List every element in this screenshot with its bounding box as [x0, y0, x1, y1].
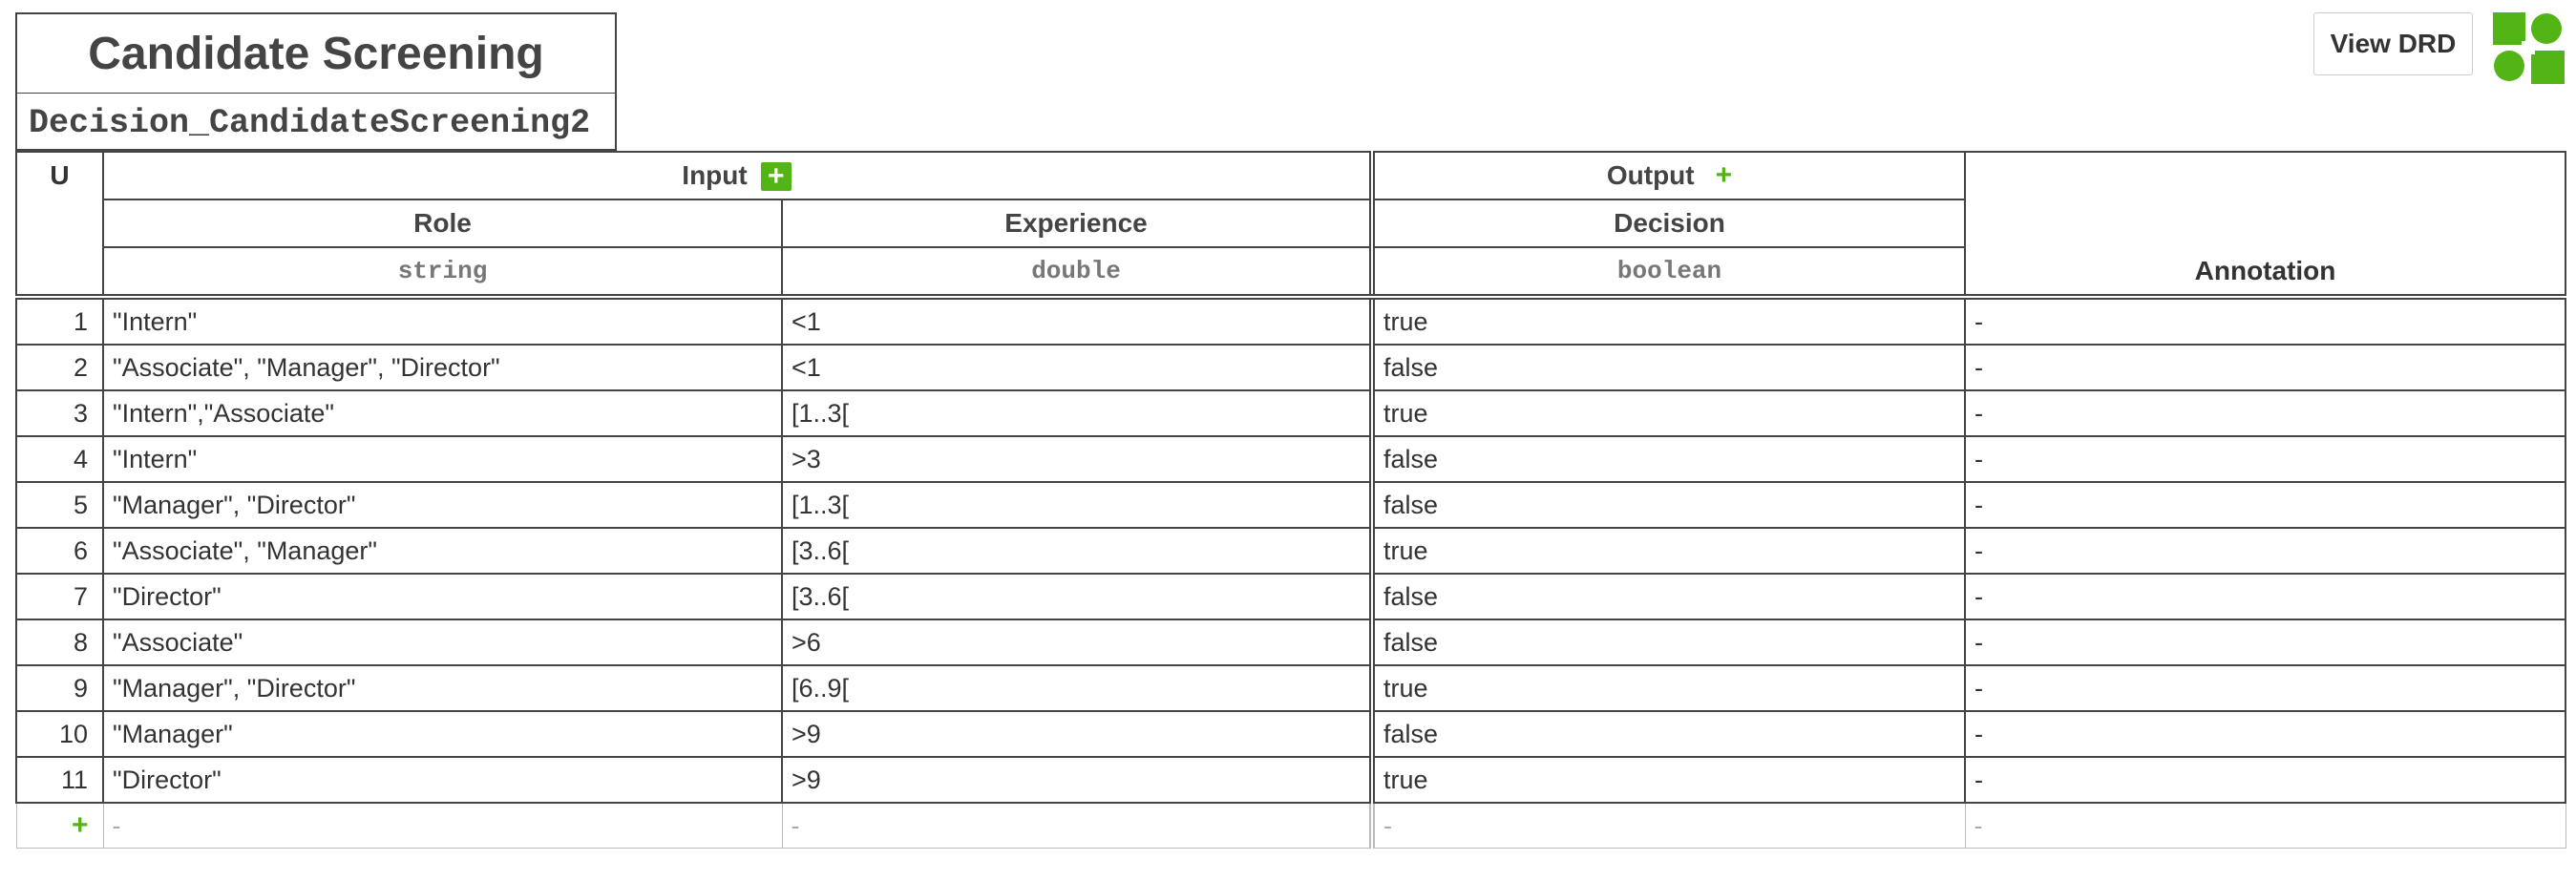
table-row	[16, 574, 2565, 619]
rule-experience-cell[interactable]: <1	[782, 297, 1372, 345]
rule-index[interactable]: 3	[16, 390, 103, 436]
table-row	[16, 711, 2565, 757]
table-row	[16, 436, 2565, 482]
rule-decision-cell[interactable]: false	[1372, 345, 1965, 390]
rule-decision-cell[interactable]: false	[1372, 619, 1965, 665]
rule-index[interactable]: 9	[16, 665, 103, 711]
decision-table	[15, 151, 2566, 849]
rule-role-cell[interactable]: "Associate", "Manager", "Director"	[103, 345, 782, 390]
rule-experience-cell[interactable]: <1	[782, 345, 1372, 390]
rule-decision-cell[interactable]: false	[1372, 482, 1965, 528]
rule-role-cell[interactable]: "Manager"	[103, 711, 782, 757]
rule-decision-cell[interactable]: true	[1372, 757, 1965, 803]
rule-role-cell[interactable]: "Director"	[103, 574, 782, 619]
rule-annotation-cell[interactable]: -	[1965, 574, 2565, 619]
rule-experience-cell[interactable]: [1..3[	[782, 482, 1372, 528]
rule-index[interactable]: 4	[16, 436, 103, 482]
decision-id[interactable]: Decision_CandidateScreening2	[29, 103, 591, 142]
input-label: Input	[682, 159, 748, 190]
rule-decision-cell[interactable]: true	[1372, 528, 1965, 574]
rule-annotation-cell[interactable]: -	[1965, 711, 2565, 757]
rule-role-cell[interactable]: "Associate"	[103, 619, 782, 665]
rule-experience-cell[interactable]: >6	[782, 619, 1372, 665]
input-type-role[interactable]: string	[103, 247, 782, 297]
add-rule-experience-placeholder[interactable]: -	[782, 803, 1372, 849]
rule-experience-cell[interactable]: >3	[782, 436, 1372, 482]
annotation-header: Annotation	[1965, 152, 2565, 297]
add-rule-row[interactable]	[16, 803, 2565, 849]
rule-annotation-cell[interactable]: -	[1965, 390, 2565, 436]
add-rule-role-placeholder[interactable]: -	[103, 803, 782, 849]
decision-header	[15, 12, 617, 151]
rule-decision-cell[interactable]: true	[1372, 665, 1965, 711]
rule-index[interactable]: 8	[16, 619, 103, 665]
output-label: Output	[1606, 160, 1695, 190]
table-row	[16, 528, 2565, 574]
output-column-decision[interactable]: Decision	[1372, 199, 1965, 247]
input-header	[103, 152, 1372, 199]
rule-annotation-cell[interactable]: -	[1965, 528, 2565, 574]
rule-annotation-cell[interactable]: -	[1965, 665, 2565, 711]
add-output-button[interactable]: +	[1715, 159, 1733, 191]
table-row	[16, 619, 2565, 665]
rule-annotation-cell[interactable]: -	[1965, 482, 2565, 528]
rule-decision-cell[interactable]: false	[1372, 574, 1965, 619]
rule-role-cell[interactable]: "Intern","Associate"	[103, 390, 782, 436]
rule-index[interactable]: 11	[16, 757, 103, 803]
rule-annotation-cell[interactable]: -	[1965, 436, 2565, 482]
table-row	[16, 345, 2565, 390]
rule-index[interactable]: 5	[16, 482, 103, 528]
rule-experience-cell[interactable]: [6..9[	[782, 665, 1372, 711]
rule-experience-cell[interactable]: >9	[782, 711, 1372, 757]
input-column-experience[interactable]: Experience	[782, 199, 1372, 247]
input-column-role[interactable]: Role	[103, 199, 782, 247]
rule-index[interactable]: 1	[16, 297, 103, 345]
table-row	[16, 482, 2565, 528]
rule-role-cell[interactable]: "Director"	[103, 757, 782, 803]
table-row	[16, 390, 2565, 436]
rule-experience-cell[interactable]: [1..3[	[782, 390, 1372, 436]
rule-annotation-cell[interactable]: -	[1965, 297, 2565, 345]
rule-role-cell[interactable]: "Manager", "Director"	[103, 665, 782, 711]
rule-annotation-cell[interactable]: -	[1965, 757, 2565, 803]
rule-decision-cell[interactable]: false	[1372, 436, 1965, 482]
rule-role-cell[interactable]: "Intern"	[103, 297, 782, 345]
hit-policy-cell[interactable]: U	[16, 152, 103, 297]
rule-index[interactable]: 10	[16, 711, 103, 757]
table-row	[16, 757, 2565, 803]
rule-annotation-cell[interactable]: -	[1965, 345, 2565, 390]
output-header	[1372, 152, 1965, 199]
rule-experience-cell[interactable]: [3..6[	[782, 574, 1372, 619]
input-type-experience[interactable]: double	[782, 247, 1372, 297]
rule-decision-cell[interactable]: true	[1372, 390, 1965, 436]
rule-index[interactable]: 6	[16, 528, 103, 574]
dmn-logo-icon[interactable]	[2493, 12, 2565, 84]
output-type-decision[interactable]: boolean	[1372, 247, 1965, 297]
rule-annotation-cell[interactable]: -	[1965, 619, 2565, 665]
rule-role-cell[interactable]: "Associate", "Manager"	[103, 528, 782, 574]
table-row	[16, 665, 2565, 711]
add-rule-annotation-placeholder[interactable]: -	[1965, 803, 2565, 849]
rule-decision-cell[interactable]: true	[1372, 297, 1965, 345]
rule-index[interactable]: 2	[16, 345, 103, 390]
decision-name[interactable]: Candidate Screening	[17, 14, 615, 94]
view-drd-button[interactable]: View DRD	[2313, 12, 2473, 75]
rule-index[interactable]: 7	[16, 574, 103, 619]
rule-role-cell[interactable]: "Manager", "Director"	[103, 482, 782, 528]
rule-decision-cell[interactable]: false	[1372, 711, 1965, 757]
table-row	[16, 297, 2565, 345]
rule-experience-cell[interactable]: [3..6[	[782, 528, 1372, 574]
add-input-button[interactable]: +	[761, 162, 792, 191]
rule-role-cell[interactable]: "Intern"	[103, 436, 782, 482]
add-rule-button[interactable]: +	[16, 803, 103, 849]
rule-experience-cell[interactable]: >9	[782, 757, 1372, 803]
add-rule-decision-placeholder[interactable]: -	[1372, 803, 1965, 849]
